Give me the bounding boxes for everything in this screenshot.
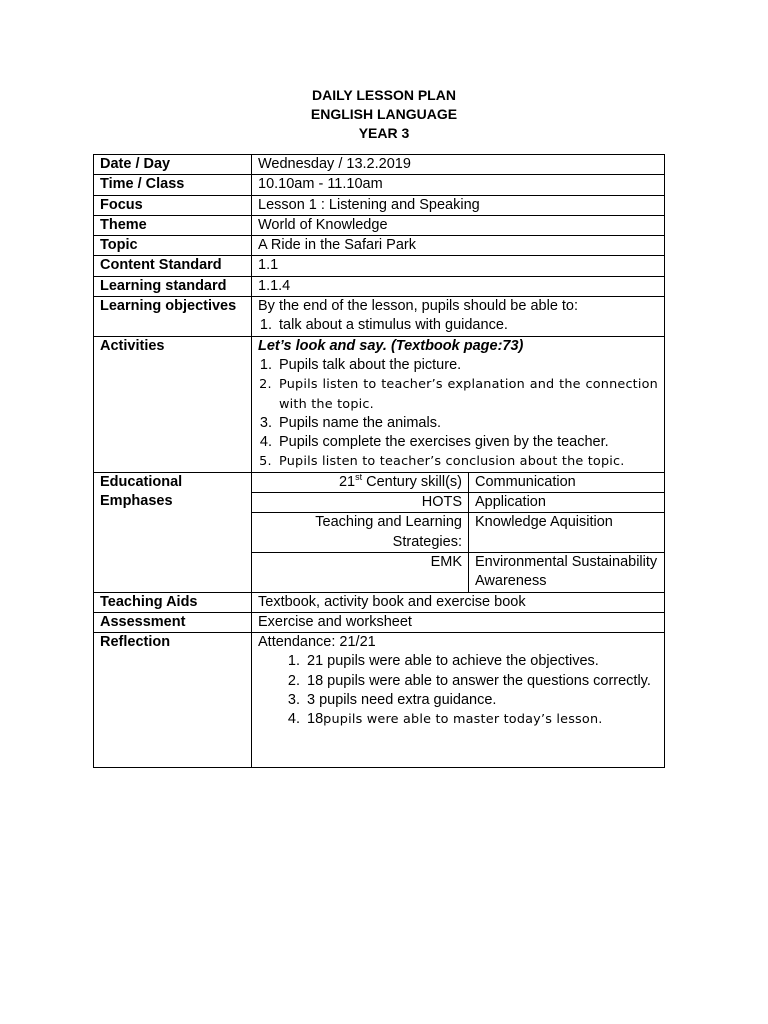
label-time: Time / Class [94,175,252,195]
century-skill-key: 21st Century skill(s) [252,473,469,493]
list-item: 5. Pupils listen to teacher’s conclusion about the topic. [276,452,658,471]
value-learning-standard: 1.1.4 [252,276,665,296]
row-assessment [94,612,665,632]
value-teaching-aids: Textbook, activity book and exercise book [252,592,665,612]
list-item: 2. Pupils listen to teacher’s explanation and the connection with the topic. [276,375,658,414]
emphases-table [252,473,664,592]
hots-key: HOTS [252,493,469,513]
list-item: 3. Pupils name the animals. [276,414,658,433]
row-topic [94,236,665,256]
list-item: 1. 21 pupils were able to achieve the objectives. [304,652,658,671]
list-item: 3. 3 pupils need extra guidance. [304,691,658,710]
emk-key: EMK [252,552,469,591]
value-date: Wednesday / 13.2.2019 [252,155,665,175]
row-reflection [94,633,665,768]
row-emphases [94,472,665,592]
activities-list [258,356,658,472]
emphases-row-tl [252,513,664,553]
document-title: DAILY LESSON PLAN [312,87,456,103]
row-focus [94,195,665,215]
document-subject: ENGLISH LANGUAGE [310,106,458,122]
label-teaching-aids: Teaching Aids [94,592,252,612]
label-theme: Theme [94,215,252,235]
tl-strategies-value: Knowledge Aquisition [469,513,665,553]
objectives-list [258,316,658,335]
label-topic: Topic [94,236,252,256]
century-skill-value: Communication [475,473,576,490]
document-year: YEAR 3 [358,125,410,141]
label-reflection: Reflection [94,633,252,768]
value-time: 10.10am - 11.10am [252,175,665,195]
label-focus: Focus [94,195,252,215]
value-activities [252,336,665,472]
reflection-list [258,652,658,729]
emphases-row-emk [252,552,664,591]
value-assessment: Exercise and worksheet [252,612,665,632]
reflection-attendance: Attendance: 21/21 [258,634,376,651]
list-item: 4. Pupils complete the exercises given by the teacher. [276,433,658,452]
document-header [0,86,768,143]
row-time [94,175,665,195]
value-emphases [252,472,665,592]
value-objectives [252,297,665,337]
row-content-standard [94,256,665,276]
value-topic: A Ride in the Safari Park [252,236,665,256]
label-learning-standard: Learning standard [94,276,252,296]
hots-value: Application [469,493,665,513]
label-objectives: Learning objectives [94,297,252,337]
emphases-row-hots [252,493,664,513]
lesson-plan-table [93,154,665,768]
list-item: 4. 18pupils were able to master today’s lesson. [304,710,658,729]
tl-strategies-key: Teaching and Learning Strategies: [252,513,469,553]
label-activities: Activities [94,336,252,472]
row-date [94,155,665,175]
row-activities [94,336,665,472]
list-item: 2. 18 pupils were able to answer the questions correctly. [304,672,658,691]
label-assessment: Assessment [94,612,252,632]
emphases-row-century [252,473,664,493]
row-theme [94,215,665,235]
label-content-standard: Content Standard [94,256,252,276]
list-item: 1. talk about a stimulus with guidance. [276,316,658,335]
value-focus: Lesson 1 : Listening and Speaking [252,195,665,215]
row-objectives [94,297,665,337]
objectives-intro: By the end of the lesson, pupils should be able to: [258,298,579,315]
value-reflection [252,633,665,768]
emk-value: Environmental Sustainability Awareness [469,552,665,591]
value-theme: World of Knowledge [252,215,665,235]
row-teaching-aids [94,592,665,612]
label-date: Date / Day [94,155,252,175]
list-item: 1. Pupils talk about the picture. [276,356,658,375]
activities-title: Let’s look and say. (Textbook page:73) [258,337,524,354]
label-emphases: Educational Emphases [94,472,252,592]
row-learning-standard [94,276,665,296]
value-content-standard: 1.1 [252,256,665,276]
